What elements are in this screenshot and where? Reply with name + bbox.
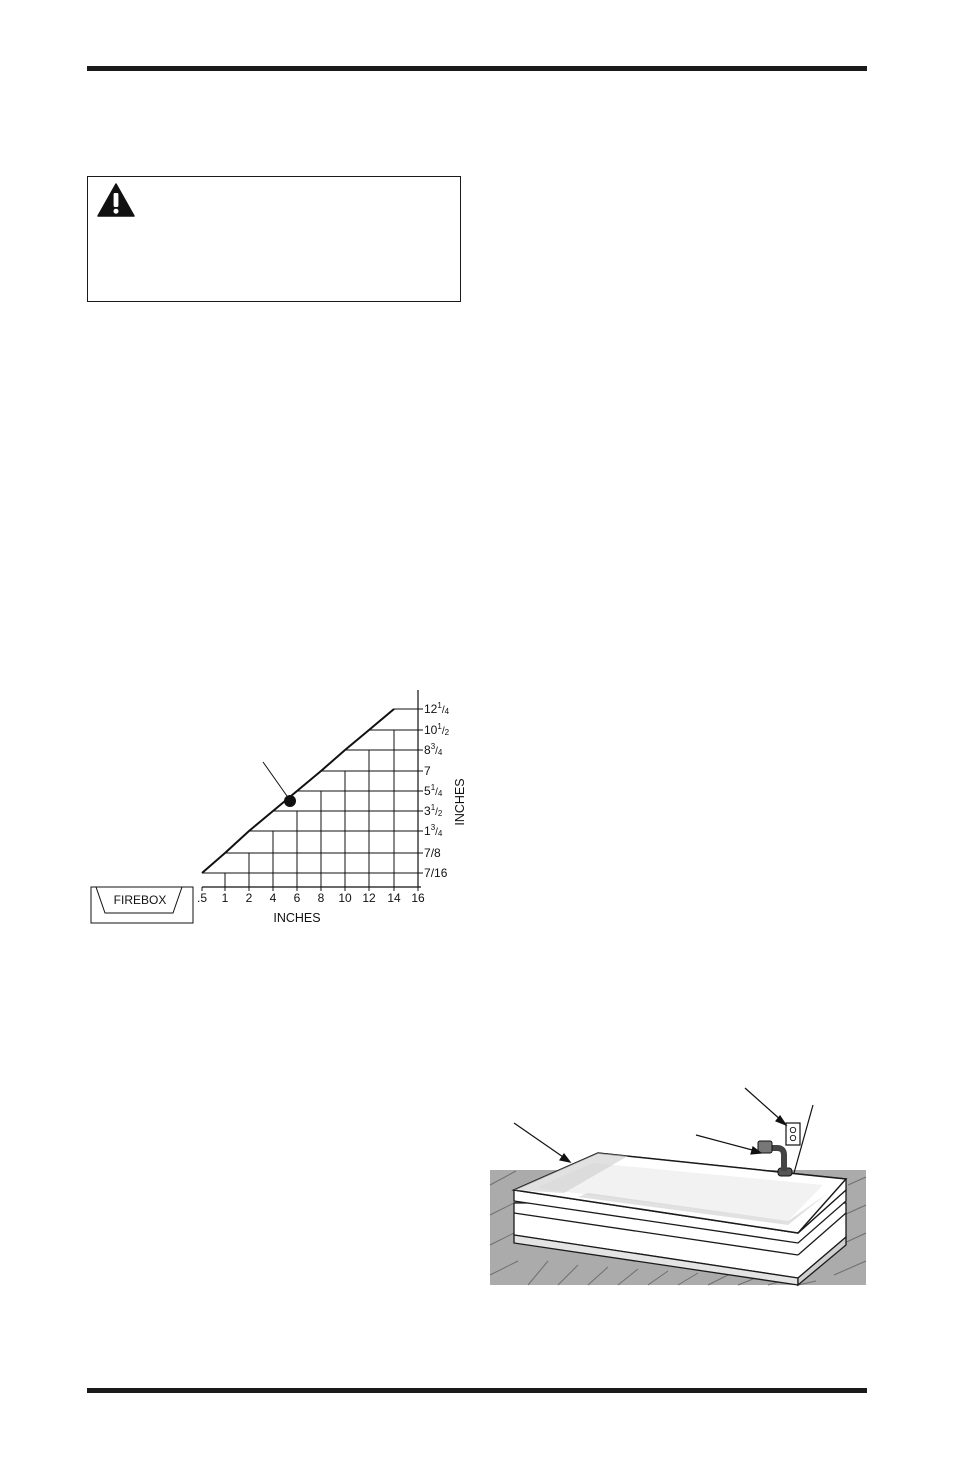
y-tick-label: $1^3_/4$ bbox=[424, 823, 443, 838]
electrical-outlet bbox=[786, 1123, 800, 1145]
hearth-illustration bbox=[488, 1085, 868, 1287]
header-rule bbox=[87, 66, 867, 71]
marker-point bbox=[284, 795, 296, 807]
x-tick-label: 2 bbox=[245, 891, 253, 905]
y-tick-label: 7/8 bbox=[424, 846, 441, 860]
hearth-extension-chart bbox=[85, 690, 480, 935]
x-tick-label: 6 bbox=[293, 891, 301, 905]
x-tick-label: 1 bbox=[221, 891, 229, 905]
x-tick-label: 10 bbox=[338, 891, 352, 905]
x-axis-label: INCHES bbox=[273, 911, 321, 925]
warning-box bbox=[87, 176, 461, 302]
firebox-label: FIREBOX bbox=[113, 893, 167, 907]
y-tick-label: 7 bbox=[424, 764, 431, 778]
footer-rule bbox=[87, 1388, 867, 1393]
y-tick-label: $8^3_/4$ bbox=[424, 742, 443, 757]
firebox-inset bbox=[91, 887, 193, 923]
y-tick-label: $5^1_/4$ bbox=[424, 783, 443, 798]
x-tick-label: .5 bbox=[196, 891, 208, 905]
y-tick-label: 7/16 bbox=[424, 866, 448, 880]
x-tick-label: 4 bbox=[269, 891, 277, 905]
x-tick-label: 14 bbox=[387, 891, 401, 905]
y-tick-label: $3^1_/2$ bbox=[424, 803, 443, 818]
y-tick-label: $10^1_/2$ bbox=[424, 722, 450, 737]
y-tick-label: $12^1_/4$ bbox=[424, 701, 450, 716]
y-axis-label: INCHES bbox=[453, 778, 467, 826]
x-tick-label: 12 bbox=[362, 891, 376, 905]
x-tick-label: 16 bbox=[411, 891, 425, 905]
marker-leader-line bbox=[263, 762, 287, 796]
warning-triangle-icon bbox=[97, 183, 135, 217]
x-tick-label: 8 bbox=[317, 891, 325, 905]
